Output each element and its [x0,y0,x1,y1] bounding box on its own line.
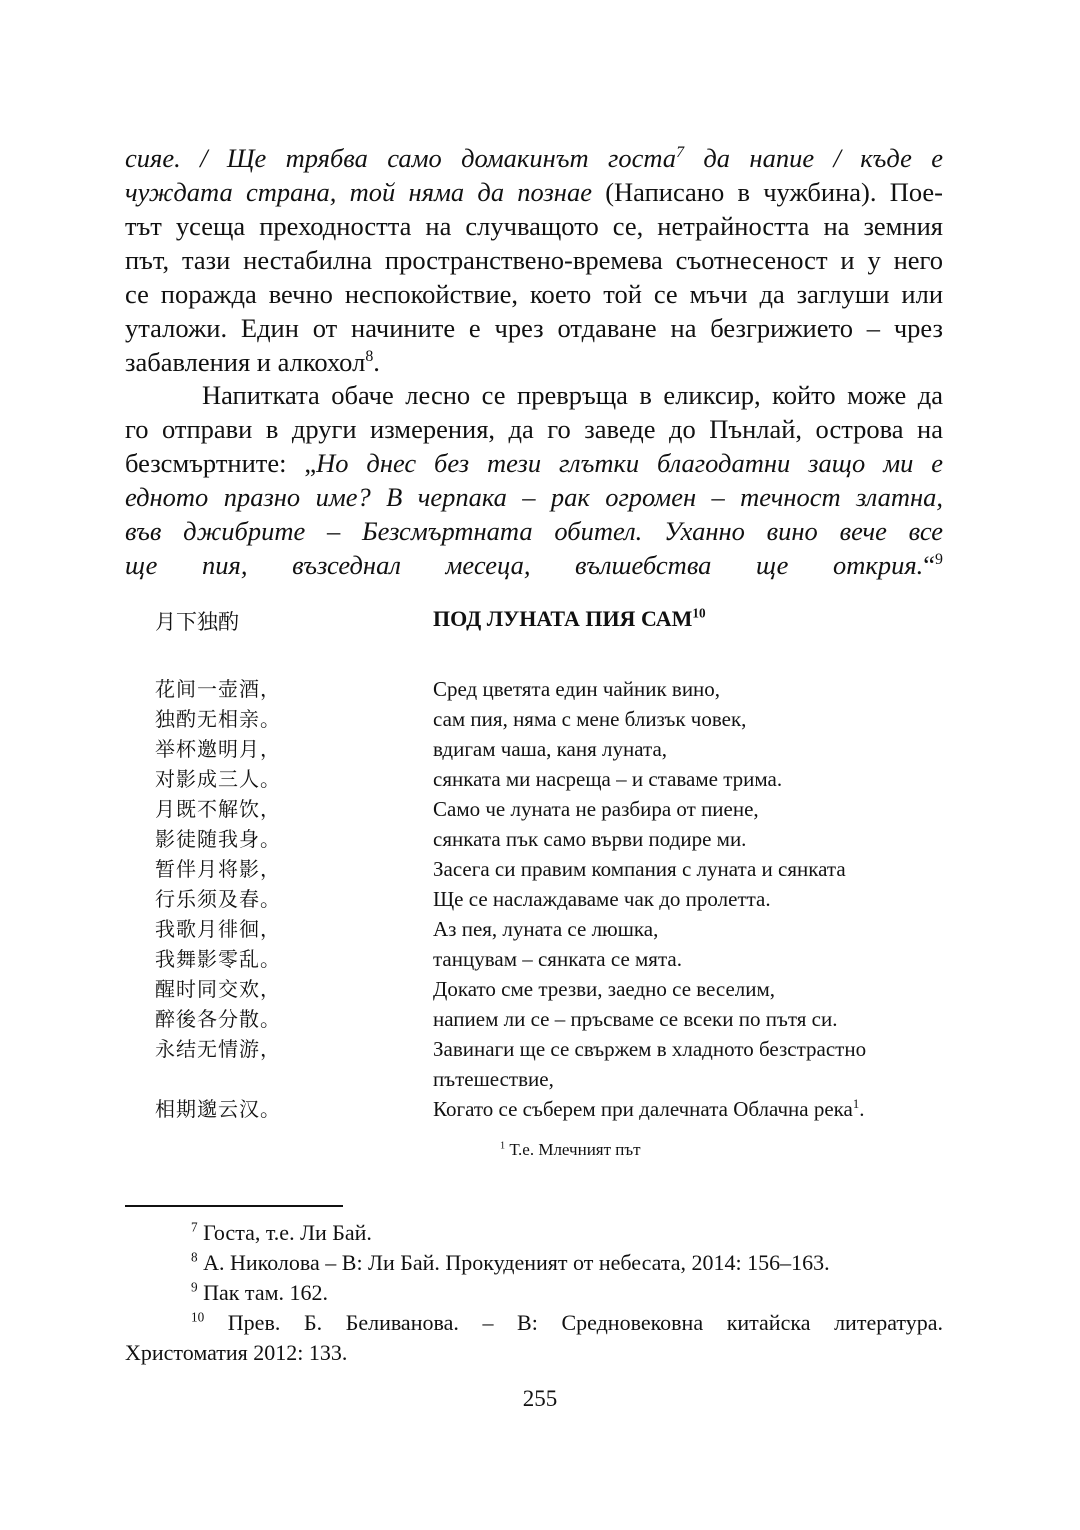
poem-line-bulgarian: Само че луната не разбира от пиене, [433,797,759,821]
poem-line [155,704,955,734]
poem-line [155,944,955,974]
poem-line-bulgarian [433,1094,864,1124]
poem-line-chinese: 独酌无相亲。 [155,707,281,731]
poem-line-chinese: 醒时同交欢， [155,977,281,1001]
footnotes [125,1218,943,1368]
poem-line [155,914,955,944]
poem-line [155,764,955,794]
footnote-divider [125,1205,343,1207]
poem-line [155,794,955,824]
poem-line-bulgarian: Аз пея, луната се люшка, [433,917,659,941]
italic-quote: сияе. / Ще трябва само домакинът госта [125,143,677,173]
footnote-text: Пак там. 162. [197,1280,329,1305]
footnote-text: Прев. Б. Беливанова. – В: Средновековна китайска литература. [204,1310,943,1335]
paragraph-line [125,175,943,209]
footnote-text: Госта, т.е. Ли Бай. [197,1220,372,1245]
paragraph-line: го отправи в други измерения, да го заведе до Пънлай, острова на [125,414,943,444]
footnote-ref-8[interactable]: 8 [365,348,374,366]
poem-line-bulgarian: сам пия, няма с мене близък човек, [433,707,747,731]
text: ПОД ЛУНАТА ПИЯ САМ [433,606,693,631]
text: безсмъртните: „ [125,448,317,478]
poem-line-chinese: 我歌月徘徊， [155,917,281,941]
italic-quote: да напие / къде е [684,143,943,173]
text: Когато се съберем при далечната Облачна река [433,1097,853,1121]
poem-line-chinese: 行乐须及春。 [155,887,281,911]
poem-line-bulgarian: пътешествие, [433,1067,554,1091]
poem-line-bulgarian: сянката ми насреща – и ставаме трима. [433,767,783,791]
poem-note-text: Т.е. Млечният път [505,1140,641,1159]
poem-note [500,1140,641,1160]
paragraph-2 [125,378,943,582]
poem-line [155,1064,955,1094]
poem-line-chinese: 花间一壶酒， [155,677,281,701]
poem-line-chinese: 醉後各分散。 [155,1007,281,1031]
poem-line-chinese: 暂伴月将影， [155,857,281,881]
paragraph-line [125,548,943,582]
poem-line [155,734,955,764]
poem-lines [155,674,955,1094]
poem-line [155,854,955,884]
paragraph-line: път, тази нестабилна пространствено-времева съотнесеност и у него [125,245,943,275]
footnote-number: 9 [191,1279,198,1295]
paragraph-line: уталожи. Един от начините е чрез отдаване на безгрижието – чрез [125,313,943,343]
paragraph-line: Напитката обаче лесно се превръща в еликсир, който може да [202,380,943,410]
poem-title-bulgarian [433,606,706,632]
text: забавления и алкохол [125,347,366,377]
paragraph-line [125,514,943,548]
paragraph-line [125,480,943,514]
footnote-10 [125,1308,943,1368]
poem-line-chinese: 我舞影零乱。 [155,947,281,971]
poem [155,606,955,1124]
italic-quote: ще пия, възседнал месеца, вълшебства ще открия. [125,550,924,580]
italic-quote: във джибрите – Безсмъртната обител. Уханно вино вече все [125,516,943,546]
poem-title-row [155,606,955,646]
poem-line-chinese: 永结无情游， [155,1037,281,1061]
poem-line-bulgarian: Докато сме трезви, заедно се веселим, [433,977,776,1001]
page-number: 255 [522,1386,558,1411]
footnote-number: 10 [191,1309,205,1325]
poem-line-bulgarian: вдигам чаша, каня луната, [433,737,668,761]
footnote-number: 8 [191,1249,198,1265]
italic-quote: чуждата страна, той няма да познае [125,177,592,207]
poem-title-chinese: 月下独酌 [155,610,239,634]
poem-line [155,1004,955,1034]
footnote-8 [125,1248,943,1278]
footnote-number: 7 [191,1219,198,1235]
poem-line-bulgarian: Завинаги ще се свържем в хладното безстрастно [433,1037,867,1061]
poem-line [155,674,955,704]
poem-line-bulgarian: напием ли се – пръсваме се всеки по пътя си. [433,1007,838,1031]
poem-line-bulgarian: Засега си правим компания с луната и сянката [433,857,846,881]
poem-line-chinese: 举杯邀明月， [155,737,281,761]
footnote-text: Христоматия 2012: 133. [125,1340,348,1365]
poem-line-chinese: 相期邈云汉。 [155,1097,281,1121]
poem-note-number: 1 [500,1140,506,1152]
poem-line-chinese: 影徒随我身。 [155,827,281,851]
poem-line-bulgarian: Сред цветята един чайник вино, [433,677,721,701]
footnote-7 [125,1218,943,1248]
poem-line-bulgarian: Ще се наслаждаваме чак до пролетта. [433,887,771,911]
paragraph-line [125,446,943,480]
poem-line-bulgarian: танцувам – сянката се мята. [433,947,682,971]
paragraph-line: тът усеща преходността на случващото се, нетрайността на земния [125,211,943,241]
text: . [373,347,380,377]
footnote-ref-10[interactable]: 10 [692,605,706,621]
italic-quote: Но днес без тези глътки благодатни защо ми е [316,448,944,478]
poem-note-ref[interactable]: 1 [852,1097,860,1111]
text: (Написано в чужбина). Пое- [591,177,944,207]
paragraph-1 [125,141,943,379]
paragraph-line [125,141,943,175]
footnote-ref-7[interactable]: 7 [676,144,685,162]
paragraph-line [125,345,943,379]
footnote-text: А. Николова – В: Ли Бай. Прокуденият от небесата, 2014: 156–163. [197,1250,830,1275]
footnote-9 [125,1278,943,1308]
poem-line-chinese: 月既不解饮， [155,797,281,821]
text: . [859,1097,865,1121]
poem-line-bulgarian: сянката пък само върви подире ми. [433,827,747,851]
poem-line [155,974,955,1004]
footnote-ref-9[interactable]: 9 [935,551,943,569]
italic-quote: едното празно име? В черпака – рак огромен – течност златна, [125,482,943,512]
poem-line [155,824,955,854]
poem-line [155,1034,955,1064]
closing-quote: “ [923,550,936,580]
paragraph-line: се поражда вечно неспокойствие, което той се мъчи да заглуши или [125,279,943,309]
poem-line [155,884,955,914]
poem-line [155,1094,955,1124]
poem-line-chinese: 对影成三人。 [155,767,281,791]
